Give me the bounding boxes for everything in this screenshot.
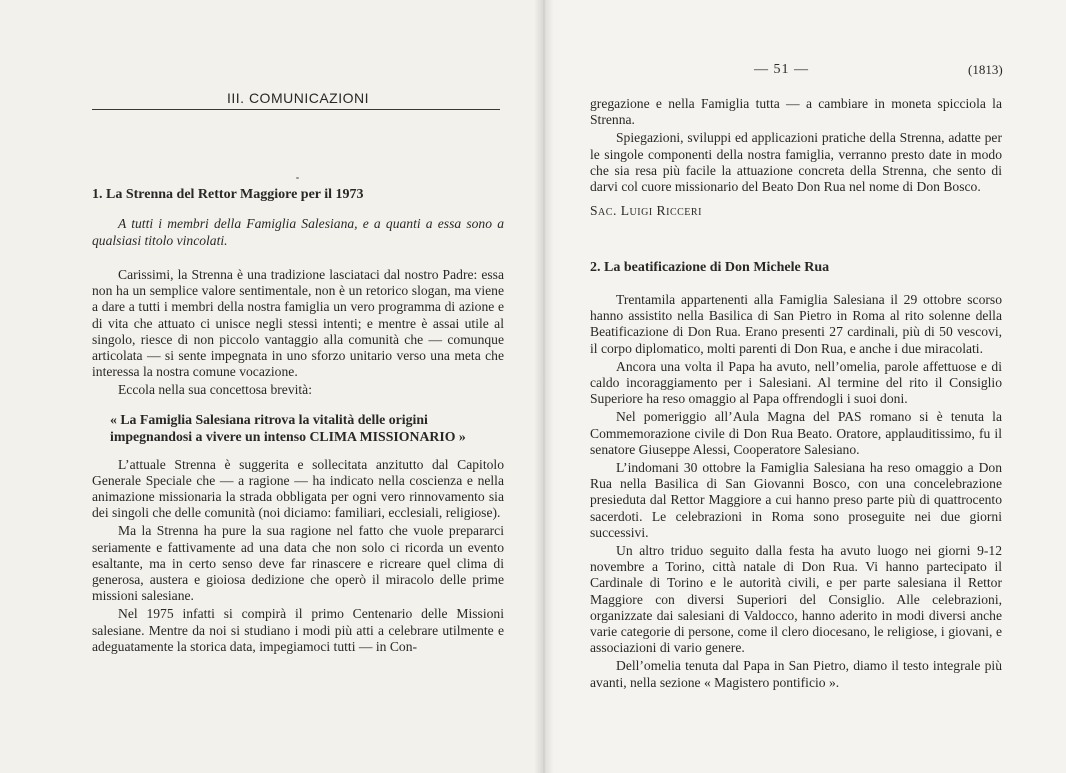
section-rule — [92, 109, 500, 110]
paragraph: Eccola nella sua concettosa brevità: — [118, 382, 312, 398]
volume-number: (1813) — [968, 62, 1003, 77]
paragraph: L’attuale Strenna è suggerita e sollecitata anzitutto dal Capitolo Generale Speciale che — a ragione — ha indicato nella coscienza e nella animazione missionaria la strada obbligata per ogni vero rinnovamento sia dei singoli che delle comunità (noi diciamo: familiari, ecclesiali, religiose). — [92, 456, 504, 521]
dedication: A tutti i membri della Famiglia Salesiana, e a quanti a essa sono a qualsiasi titolo vincolati. — [92, 216, 504, 248]
paragraph: Dell’omelia tenuta dal Papa in San Pietro, diamo il testo integrale più avanti, nella sezione « Magistero pontificio ». — [590, 658, 1002, 690]
paragraph: Un altro triduo seguito dalla festa ha avuto luogo nei giorni 9-12 novembre a Torino, città natale di Don Rua. Vi hanno partecipato il Cardinale di Torino e le autorità civili, e per parte salesiana il Rettor Maggiore con diversi Superiori del Consiglio. Alle celebrazioni, organizzate dai salesiani di Valdocco, hanno aderito in modi diversi anche varie categorie di persone, come il clero diocesano, le religiose, i giovani, e associazioni di vario genere. — [590, 543, 1002, 656]
right-body-article2 — [590, 292, 1002, 691]
book-gutter — [534, 0, 554, 773]
paragraph: L’indomani 30 ottobre la Famiglia Salesiana ha reso omaggio a Don Rua nella Basilica di San Giovanni Bosco, con una concelebrazione presieduta dal Rettor Maggiore a cui hanno preso parte più di quattrocento sacerdoti. Le celebrazioni in Roma sono proseguite nei due giorni successivi. — [590, 460, 1002, 540]
section-heading: III. COMUNICAZIONI — [227, 90, 369, 106]
paragraph: Nel pomeriggio all’Aula Magna del PAS romano si è tenuta la Commemorazione civile di Don Rua Beato. Oratore, applauditissimo, fu il senatore Giuseppe Alessi, Cooperatore Salesiano. — [590, 409, 1002, 457]
paragraph: Ancora una volta il Papa ha avuto, nell’omelia, parole affettuose e di caldo incoraggiamento per i Salesiani. Al termine del rito il Consiglio Superiore ha reso omaggio al Papa offrendogli i suoi doni. — [590, 358, 1002, 407]
page-number: — 51 — — [754, 62, 809, 77]
strenna-quote: « La Famiglia Salesiana ritrova la vitalità delle origini impegnandosi a vivere un intenso CLIMA MISSIONARIO » — [110, 411, 466, 444]
paragraph: Nel 1975 infatti si compirà il primo Centenario delle Missioni salesiane. Mentre da noi si studiano i modi più atti a celebrare utilmente e adeguatamente la storica data, impegiamoci tutti — in Con- — [92, 606, 504, 654]
right-page — [544, 0, 1066, 773]
left-body — [92, 267, 504, 655]
paragraph: gregazione e nella Famiglia tutta — a cambiare in moneta spicciola la Strenna. — [590, 96, 1002, 128]
signature: Sac. Luigi Ricceri — [590, 203, 702, 219]
right-body-top — [590, 96, 1002, 219]
paragraph: Carissimi, la Strenna è una tradizione lasciataci dal nostro Padre: essa non ha un semplice valore sentimentale, non è un retorico slogan, ma viene a dare a tutti i membri della nostra famiglia un vero programma di azione e di vita che attuato ci unisce negli stessi intenti; e mentre è assai utile al singolo, riesce di non piccolo vantaggio alla comunità che — comunque articolata — si sente impegnata in uno sforzo unitario verso una meta che interessa la nostra comune vocazione. — [92, 267, 504, 380]
paragraph: Ma la Strenna ha pure la sua ragione nel fatto che vuole prepararci seriamente e fattivamente ad una data che non solo ci ricorda un evento esaltante, ma in certo senso deve far rinascere e ricreare quel clima di generosa, austera e gioiosa dedizione che operò il miracolo delle prime missioni salesiane. — [92, 523, 504, 604]
scan-speck — [296, 177, 299, 179]
article-title-strenna: 1. La Strenna del Rettor Maggiore per il 1973 — [92, 187, 364, 202]
paragraph: Spiegazioni, sviluppi ed applicazioni pratiche della Strenna, adatte per le singole componenti della nostra famiglia, verranno presto date in modo che sia resa più facile la attuazione concreta della Strenna, che sento di darvi col cuore missionario del Beato Don Rua nel nome di Don Bosco. — [590, 130, 1002, 195]
paragraph: Trentamila appartenenti alla Famiglia Salesiana il 29 ottobre scorso hanno assistito nella Basilica di San Pietro in Roma al rito solenne della Beatificazione di Don Rua. Erano presenti 27 cardinali, più di 50 vescovi, il corpo diplomatico, molti parenti di Don Rua, e anche i due miracolati. — [590, 292, 1002, 356]
article-title-beatificazione: 2. La beatificazione di Don Michele Rua — [590, 260, 830, 275]
